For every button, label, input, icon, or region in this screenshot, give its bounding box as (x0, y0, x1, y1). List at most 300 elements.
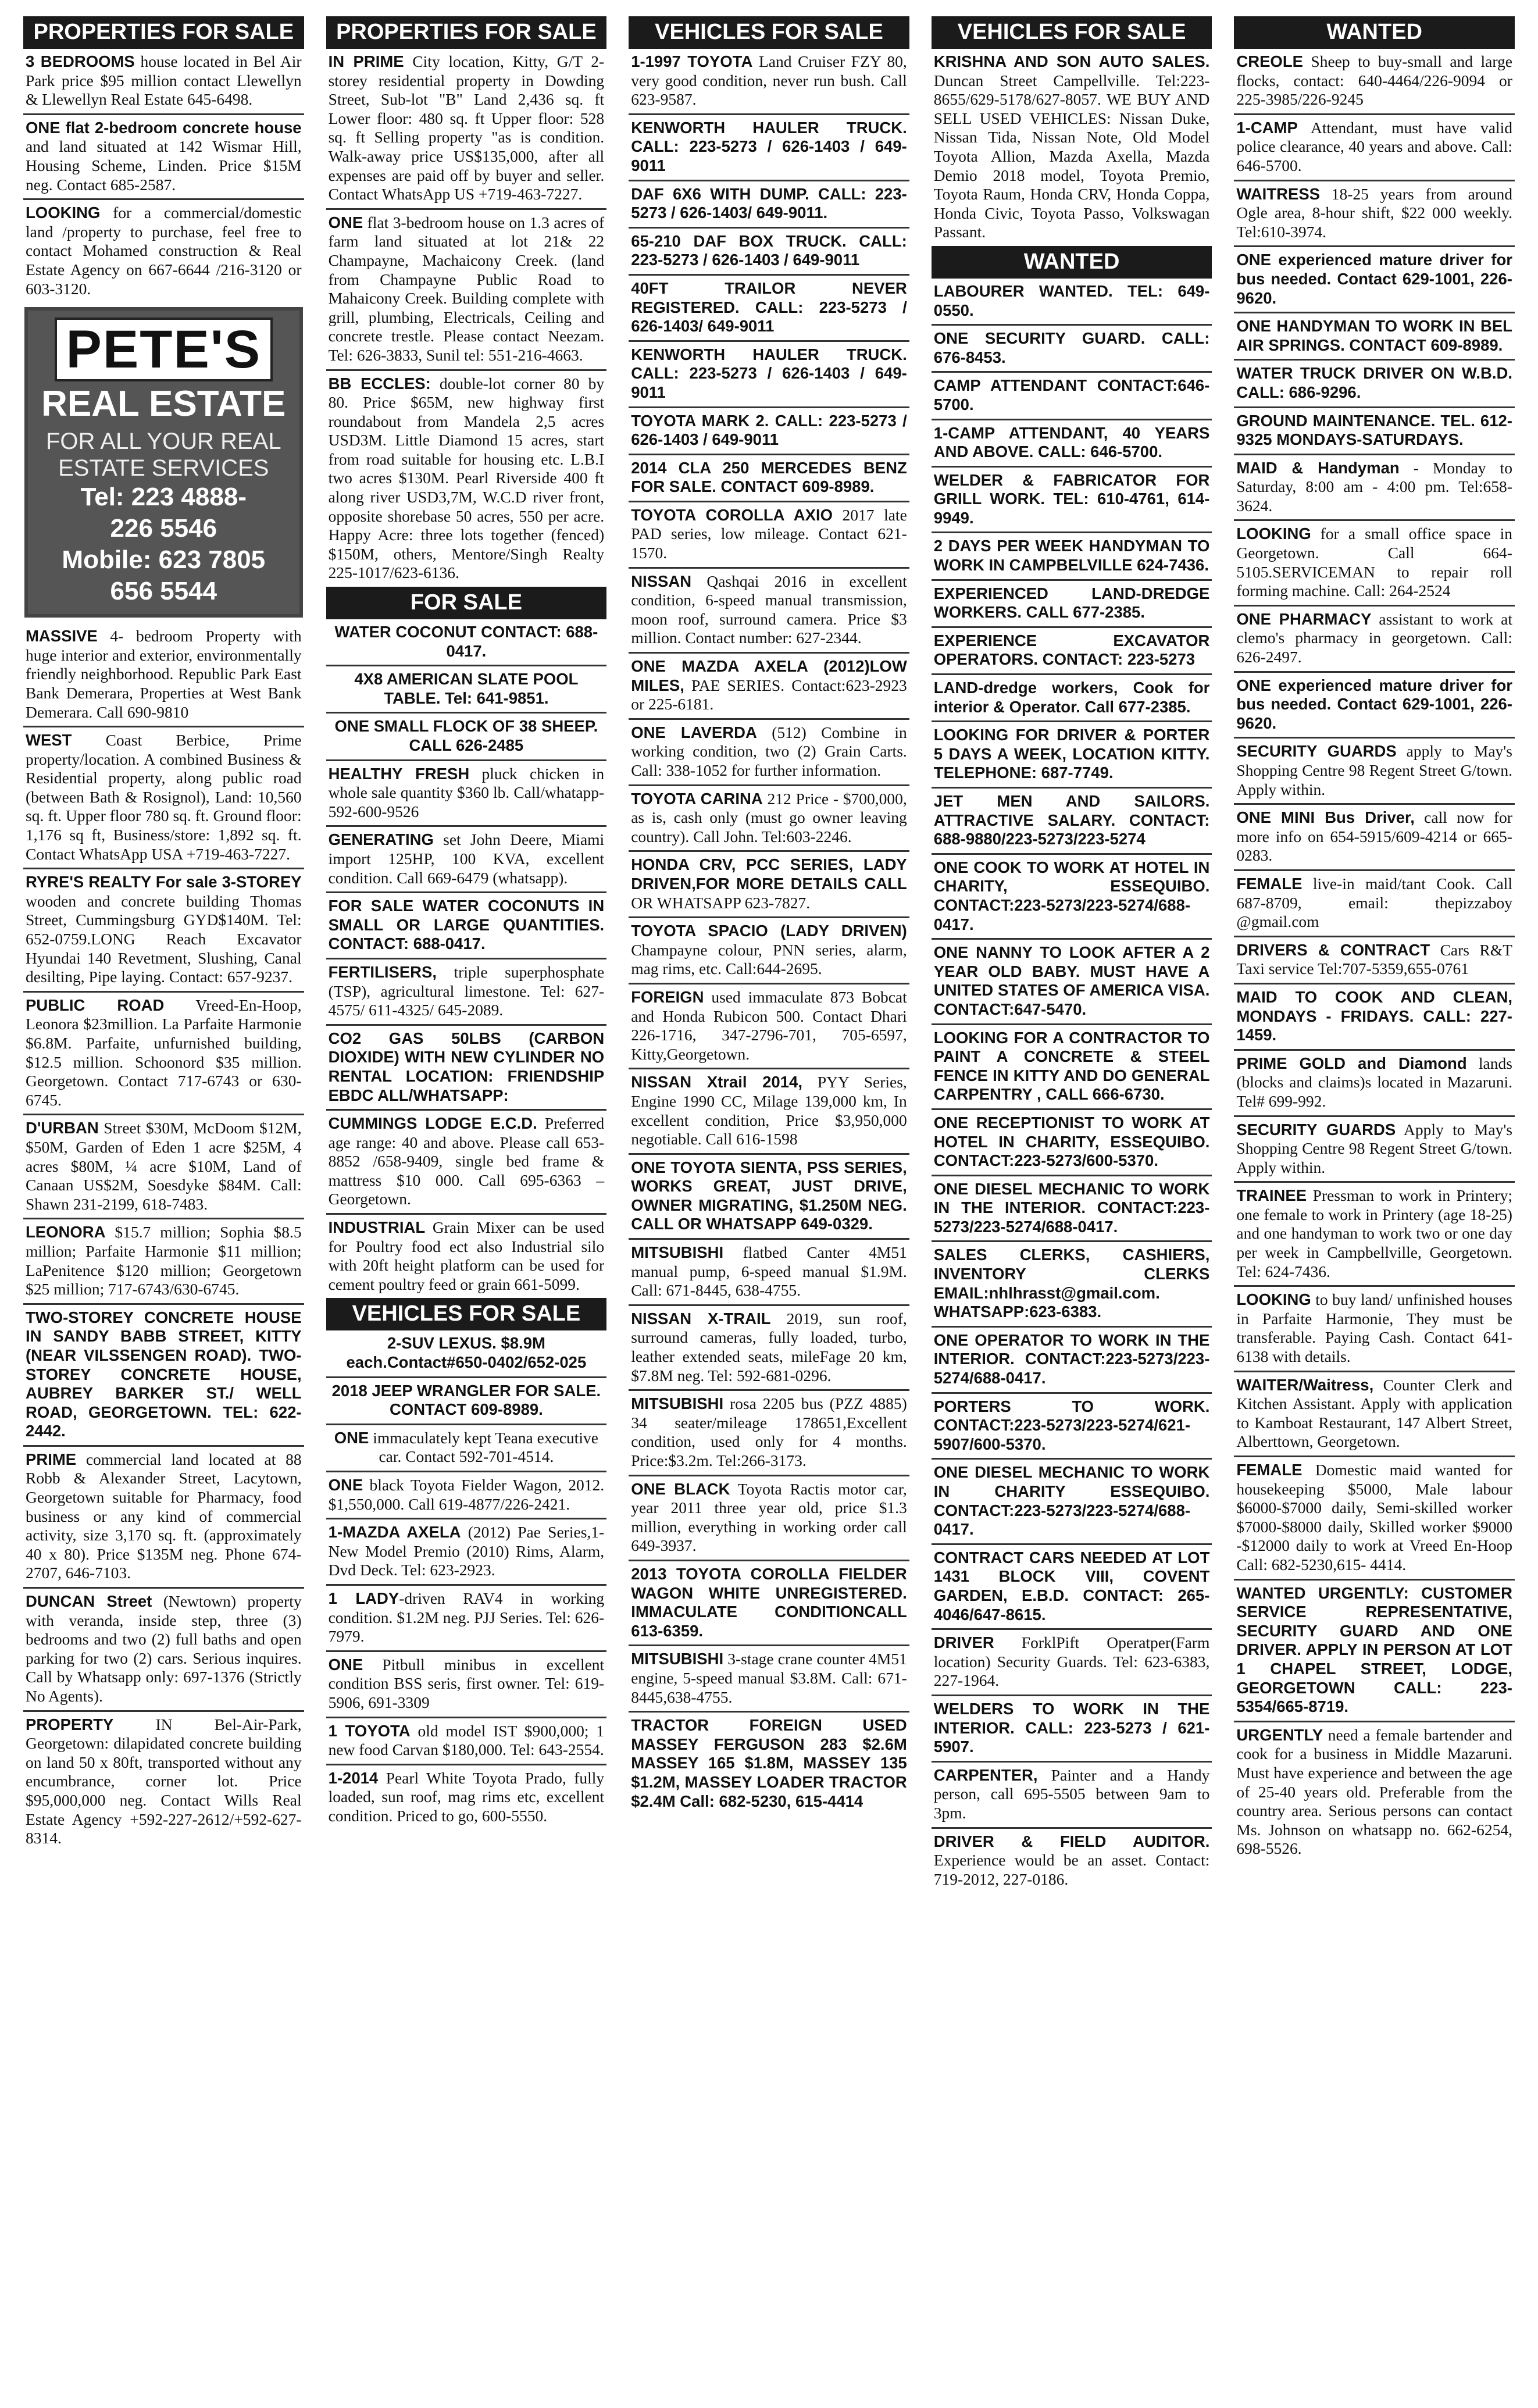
classified-ad (932, 722, 1212, 789)
ad-lead: ONE OPERATOR TO WORK IN THE INTERIOR. CONTACT:223-5273/223-5274/688-0417. (933, 1330, 1210, 1387)
ad-text: Counter Clerk and Kitchen Assistant. Apply with application to Kamboat Restaurant, 147 Albert Street, Alberttown, Georgetown. (1236, 1375, 1512, 1451)
classified-ad (932, 1328, 1212, 1394)
ad-lead: URGENTLY (1236, 1725, 1323, 1744)
ad-text: Toyota Ractis motor car, year 2011 three year old, price $1.3 million, everything in working order call 649-3937. (631, 1479, 907, 1555)
classified-ad (1234, 361, 1515, 408)
ad-lead: FEMALE (1236, 1461, 1303, 1479)
ad-lead: PORTERS TO WORK. CONTACT:223-5273/223-5274/621-5907/600-5370. (933, 1397, 1210, 1453)
ad-lead: 2014 CLA 250 MERCEDES BENZ FOR SALE. CONTACT 609-8989. (631, 458, 907, 496)
ad-lead: 65-210 DAF BOX TRUCK. CALL: 223-5273 / 626-1403 / 649-9011 (631, 231, 907, 269)
ad-lead: 2013 TOYOTA COROLLA FIELDER WAGON WHITE UNREGISTERED. IMMACULATE CONDITIONCALL 613-6359. (631, 1564, 907, 1640)
column-2 (326, 16, 607, 2389)
ad-text: wooden and concrete building Thomas Street, Cummingsburg GYD$140M. Tel: 652-0759.LONG Reach Excavator Hyundai 140 Revetment, Slushing, Canal desilting, Pipe laying. Contact: 657-9237. (26, 891, 302, 986)
ad-lead: ONE experienced mature driver for bus needed. Contact 629-1001, 226-9620. (1236, 676, 1512, 732)
classified-ad (629, 720, 909, 786)
ad-lead: SECURITY GUARDS (1236, 1120, 1396, 1139)
classified-ad (1234, 455, 1515, 522)
ad-lead: ONE (328, 213, 363, 231)
classified-ad (629, 1155, 909, 1240)
classified-ad (932, 373, 1212, 420)
classified-ad (932, 326, 1212, 373)
ad-text: Cars R&T Taxi service Tel:707-5359,655-0761 (1236, 940, 1512, 978)
classified-ad (326, 1652, 607, 1718)
ad-text: need a female bartender and cook for a business in Middle Mazaruni. Must have experience and between the age of 25-40 years old. Preferable from the country area. Serious persons can contact Ms. Johnson on whatsapp no. 662-6254, 698-5526. (1236, 1725, 1512, 1858)
ad-lead: MITSUBISHI (631, 1650, 724, 1668)
ad-lead: PUBLIC ROAD (26, 996, 165, 1014)
classified-ad (326, 1378, 607, 1425)
ad-text: 4- bedroom Property with huge interior and exterior, environmentally friendly neighborhood. Republic Park East Bank Demerara, Properties at West Bank Demerara. Call 690-9810 (26, 627, 302, 721)
classified-ad (629, 1646, 909, 1713)
ad-lead: LABOURER WANTED. TEL: 649-0550. (933, 281, 1210, 319)
classified-ad (932, 1110, 1212, 1176)
classified-ad (326, 371, 607, 587)
classified-ad (629, 342, 909, 408)
ad-text: flat 3-bedroom house on 1.3 acres of farm land situated at lot 21& 22 Champayne, Machaicony Creek. (land from Champayne Public Road to Mahaicony Creek. Building complete with grill, plumbing, Electricals, Ceiling and concrete trestle. Please contact Neezam. Tel: 626-3833, Sunil tel: 551-216-4663. (328, 213, 605, 364)
logo-subtitle: REAL ESTATE (41, 384, 286, 424)
classified-ad (932, 789, 1212, 855)
classified-ad (1234, 1117, 1515, 1183)
ad-text: Apply to May's Shopping Centre 98 Regent Street G/town. Apply within. (1236, 1120, 1512, 1176)
ad-lead: ONE flat 2-bedroom concrete house (26, 118, 302, 137)
classified-ad (1234, 313, 1515, 361)
classified-ad (932, 628, 1212, 675)
ad-list (1234, 49, 1515, 1863)
classified-ad (932, 1545, 1212, 1630)
ad-lead: KRISHNA AND SON AUTO SALES. (933, 52, 1210, 70)
classified-ad (326, 827, 607, 893)
ad-lead: LOOKING FOR DRIVER & PORTER 5 DAYS A WEEK, LOCATION KITTY. TELEPHONE: 687-7749. (933, 726, 1210, 782)
ad-text: Vreed-En-Hoop, Leonora $23million. La Parfaite Harmonie $6.8M. Parfaite, unfurnished building, $12.5 million. Schoonord $35 million. Georgetown. Contact 717-6743 or 630-6745. (26, 996, 302, 1109)
ad-lead: SALES CLERKS, CASHIERS, INVENTORY CLERKS EMAIL:nhlhrasst@gmail.com. WHATSAPP:623-6383. (933, 1246, 1210, 1321)
ad-lead: ONE BLACK (631, 1479, 730, 1498)
logo-mobile-1: Mobile: 623 7805 (62, 545, 266, 575)
ad-lead: CAMP ATTENDANT CONTACT:646-5700. (933, 376, 1210, 413)
ad-text: Sheep to buy-small and large flocks, contact: 640-4464/226-9094 or 225-3985/226-9245 (1236, 52, 1512, 109)
classified-ad (629, 786, 909, 852)
classified-ad (23, 1589, 304, 1712)
ad-text: Duncan Street Campellville. Tel:223-8655/629-5178/627-8057. WE BUY AND SELL USED VEHICLES: Nissan Duke, Nissan Tida, Nissan Note, Old Model Toyota Allion, Mazda Axella, Mazda Demio 2018 model, Toyota Premio, Toyota Raum, Honda CRV, Honda Coppa, Honda Civic, Toyota Passo, Volkswagan Passant. (933, 71, 1210, 241)
ad-text: 3-stage crane counter 4M51 engine, 5-speed manual $3.8M. Call: 671-8445,638-4755. (631, 1650, 907, 1706)
ad-text: and land situated at 142 Wismar Hill, Housing Scheme, Linden. Price $15M neg. Contact 685-2587. (26, 137, 302, 194)
classified-ad (932, 855, 1212, 940)
ad-text: Domestic maid wanted for housekeeping $5000, Male labour $6000-$7000 daily, Semi-skilled worker $7000-$8000 daily, Skilled worker $9000 -$12000 daily to work at Vreed En-Hoop Call: 682-5230,615- 4414. (1236, 1461, 1512, 1574)
ad-lead: 1-CAMP (1236, 118, 1298, 137)
ad-lead: ONE SMALL FLOCK OF 38 SHEEP. CALL 626-2485 (334, 717, 598, 754)
ad-lead: ONE (328, 1655, 363, 1674)
classified-ad (932, 420, 1212, 468)
classified-ad (932, 1630, 1212, 1696)
ad-lead: FEMALE (1236, 874, 1303, 893)
ad-lead: CREOLE (1236, 52, 1303, 70)
ad-text: double-lot corner 80 by 80. Price $65M, new highway first roundabout from Mandela 2,5 acres USD3M. Little Diamond 15 acres, start from road suitable for housing etc. L.B.I two acres $130M. Pearl Riverside 400 ft along river USD3,7M, W.C.D river front, opposite shorebase 50 acres, 550 per acre. Happy Acre: three lots together (fenced) $150M, others, Mentore/Singh Realty 225-1017/623-6136. (328, 374, 605, 582)
ad-text: (512) Combine in working condition, two (2) Grain Carts. Call: 338-1052 for further information. (631, 723, 907, 779)
section-header: WANTED (1234, 16, 1515, 49)
classified-ad (629, 502, 909, 569)
classified-ad (932, 1242, 1212, 1327)
ad-text: 2019, sun roof, surround cameras, fully loaded, turbo, leather extended seats, mileFage 20 km, $7.8M neg. Tel: 592-681-0296. (631, 1309, 907, 1385)
ad-lead: TWO-STOREY CONCRETE HOUSE IN SANDY BABB STREET, KITTY (NEAR VILSSENGEN ROAD). TWO-STOREY CONCRETE HOUSE, AUBREY BARKER ST./ WELL ROAD, GEORGETOWN. TEL: 622-2442. (26, 1308, 302, 1440)
classified-ad (1234, 521, 1515, 606)
classified-ad (23, 200, 304, 302)
classified-ad (932, 940, 1212, 1025)
ad-list (326, 49, 607, 587)
ad-text: flatbed Canter 4M51 manual pump, 6-speed manual $1.9M. Call: 671-8445, 638-4755. (631, 1243, 907, 1300)
ad-lead: ONE MAZDA AXELA (2012)LOW MILES, (631, 657, 907, 694)
ad-lead: WELDER & FABRICATOR FOR GRILL WORK. TEL: 610-4761, 614-9949. (933, 470, 1210, 527)
classified-ad (1234, 805, 1515, 871)
section-header: FOR SALE (326, 587, 607, 619)
ad-lead: MAID & Handyman (1236, 458, 1400, 477)
classified-ad (326, 1586, 607, 1652)
classified-ad (629, 569, 909, 654)
classified-ad (23, 1712, 304, 1852)
classified-ad (932, 1394, 1212, 1460)
ad-lead: NISSAN (631, 572, 692, 590)
ad-text: City location, Kitty, G/T 2-storey residential property in Dowding Street, Sub-lot "B" Land 2,436 sq. ft Lower floor: 480 sq. ft Upper floor: 528 sq. ft Selling property "as is condition. Walk-away price US$135,000, after all expenses are paid off by buyer and seller. Contact WhatsApp US +719-463-7227. (328, 52, 605, 204)
classified-ad (629, 229, 909, 276)
classified-ad (326, 1111, 607, 1215)
classified-ad (23, 1305, 304, 1447)
ad-lead: CO2 GAS 50LBS (CARBON DIOXIDE) WITH NEW CYLINDER NO RENTAL LOCATION: FRIENDSHIP EBDC ALL/WHATSAPP: (328, 1029, 605, 1104)
classified-ad (629, 408, 909, 455)
classified-ad (326, 959, 607, 1026)
classified-ad (326, 619, 607, 666)
ad-lead: 40FT TRAILOR NEVER REGISTERED. CALL: 223-5273 / 626-1403/ 649-9011 (631, 279, 907, 336)
ad-text: commercial land located at 88 Robb & Alexander Street, Lacytown, Georgetown suitable for Pharmacy, food business or any kind of commercial activity, size 3,170 sq. ft. (approximately 40 x 80). Price $135M neg. Phone 674-2707, 646-7103. (26, 1450, 302, 1582)
ad-text: live-in maid/tant Cook. Call 687-8709, email: thepizzaboy @gmail.com (1236, 874, 1512, 931)
classified-ad (629, 455, 909, 502)
ad-lead: LAND-dredge workers, Cook for interior & Operator. Call 677-2385. (933, 679, 1210, 716)
classified-ad (629, 181, 909, 229)
ad-text: black Toyota Fielder Wagon, 2012. $1,550,000. Call 619-4877/226-2421. (328, 1476, 605, 1513)
ad-list (629, 49, 909, 1815)
ad-lead: LEONORA (26, 1223, 106, 1242)
ad-text: Street $30M, McDoom $12M, $50M, Garden of Eden 1 acre $25M, 4 acres $80M, ¼ acre $10M, Land of Canaan US$2M, Soesdyke $84M. Call: Shawn 231-2199, 618-7483. (26, 1119, 302, 1213)
classified-ad (326, 210, 607, 371)
ad-lead: TOYOTA SPACIO (LADY DRIVEN) (631, 922, 907, 940)
classified-ad (1234, 607, 1515, 673)
ad-lead: TRACTOR FOREIGN USED MASSEY FERGUSON 283 $2.6M MASSEY 165 $1.8M, MASSEY 135 $1.2M, MASSEY LOADER TRACTOR $2.4M Call: 682-5230, 615-4414 (631, 1716, 907, 1810)
ad-text: pluck chicken in whole sale quantity $360 lb. Call/whatapp-592-600-9526 (328, 764, 605, 820)
ad-lead: WAITRESS (1236, 184, 1320, 203)
classified-ad (1234, 1183, 1515, 1287)
ad-lead: D'URBAN (26, 1119, 99, 1137)
ad-lead: INDUSTRIAL (328, 1218, 426, 1237)
ad-lead: HONDA CRV, PCC SERIES, LADY DRIVEN,FOR MORE DETAILS CALL (631, 855, 907, 893)
ad-text: (2012) Pae Series,1- New Model Premio (2010) Rims, Alarm, Dvd Deck. Tel: 623-2923. (328, 1523, 605, 1579)
ad-lead: 1-CAMP ATTENDANT, 40 YEARS AND ABOVE. CALL: 646-5700. (933, 423, 1210, 461)
ad-text: Qashqai 2016 in excellent condition, 6-speed manual transmission, moon roof, surround camera. Price $3 million. Contact number: 627-2344. (631, 572, 907, 647)
classified-ad (1234, 984, 1515, 1051)
classified-ad (932, 1829, 1212, 1893)
classified-ad (629, 654, 909, 720)
ad-list (23, 49, 304, 302)
ad-text: OR WHATSAPP 623-7827. (631, 893, 811, 912)
classified-ad (326, 893, 607, 959)
ad-lead: 2 DAYS PER WEEK HANDYMAN TO WORK IN CAMPBELVILLE 624-7436. (933, 537, 1210, 575)
ad-lead: ONE (328, 1476, 363, 1494)
ad-list (326, 1330, 607, 1829)
classified-ad (326, 761, 607, 827)
ad-lead: CONTRACT CARS NEEDED AT LOT 1431 BLOCK VIII, COVENT GARDEN, E.B.D. CONTACT: 265-4046/647-8615. (933, 1548, 1210, 1624)
classified-ad (629, 984, 909, 1069)
ad-text: call now for more info on 654-5915/609-4214 or 665-0283. (1236, 808, 1512, 865)
ad-text: Attendant, must have valid police clearance, 40 years and above. Call: 646-5700. (1236, 118, 1512, 174)
ad-lead: LOOKING (1236, 1290, 1311, 1309)
logo-brand: PETE'S (55, 318, 273, 381)
ad-text: Land Cruiser FZY 80, very good condition, never run bush. Call 623-9587. (631, 52, 907, 109)
classified-ad (326, 1472, 607, 1519)
ad-lead: ONE DIESEL MECHANIC TO WORK IN THE INTERIOR. CONTACT:223-5273/223-5274/688-0417. (933, 1179, 1210, 1236)
ad-lead: ONE NANNY TO LOOK AFTER A 2 YEAR OLD BABY. MUST HAVE A UNITED STATES OF AMERICA VISA. CONTACT:647-5470. (933, 943, 1210, 1018)
ad-lead: 1-2014 (328, 1768, 379, 1787)
classified-ad (932, 581, 1212, 628)
ad-text: PAE SERIES. Contact:623-2923 or 225-6181. (631, 676, 907, 714)
ad-lead: 1 TOYOTA (328, 1721, 411, 1740)
ad-lead: TRAINEE (1236, 1186, 1307, 1205)
ad-lead: LOOKING (26, 204, 101, 222)
classified-ad (629, 1069, 909, 1154)
ad-lead: CUMMINGS LODGE E.C.D. (328, 1114, 537, 1133)
ad-text: rosa 2205 bus (PZZ 4885) 34 seater/mileage 178651,Excellent condition, used only for 4 months. Price:$3.2m. Tel:266-3173. (631, 1394, 907, 1469)
classified-ad (932, 279, 1212, 326)
classified-ad (326, 1765, 607, 1830)
ad-text: Preferred age range: 40 and above. Please call 653-8852 /658-9409, single bed frame & mattress $10 000. Call 695-6363 – Georgetown. (328, 1114, 605, 1208)
ad-text: Pearl White Toyota Prado, fully loaded, sun roof, mag rims etc, excellent condition. Priced to go, 600-5550. (328, 1768, 605, 1825)
ad-list (326, 619, 607, 1298)
classified-ad (1234, 49, 1515, 115)
classified-ad (23, 49, 304, 115)
ad-text: Pitbull minibus in excellent condition BSS seris, first owner. Tel: 619-5906, 691-3309 (328, 1655, 605, 1711)
classified-ad (1234, 1581, 1515, 1722)
classified-ad (629, 1240, 909, 1306)
classified-ad (23, 623, 304, 727)
ad-lead: WELDERS TO WORK IN THE INTERIOR. CALL: 223-5273 / 621-5907. (933, 1699, 1210, 1756)
ad-lead: 1-1997 TOYOTA (631, 52, 753, 70)
classified-ad (1234, 1722, 1515, 1863)
classified-ad (326, 1425, 607, 1472)
ad-text: Painter and a Handy person, call 695-5505 between 9am to 3pm. (933, 1765, 1210, 1822)
ad-lead: NISSAN X-TRAIL (631, 1309, 771, 1328)
ad-text: old model IST $900,000; 1 new food Carvan $180,000. Tel: 643-2554. (328, 1721, 605, 1759)
ad-list (932, 279, 1212, 1893)
ad-lead: MITSUBISHI (631, 1243, 724, 1262)
ad-lead: FERTILISERS, (328, 962, 437, 981)
classified-ad (326, 714, 607, 761)
classified-ad (1234, 1287, 1515, 1372)
classified-ad (23, 869, 304, 993)
ad-lead: WANTED URGENTLY: CUSTOMER SERVICE REPRESENTATIVE, SECURITY GUARD AND ONE DRIVER. APPLY IN PERSON AT LOT 1 CHAPEL STREET, LODGE, GEORGETOWN CALL: 223-5354/665-8719. (1236, 1583, 1512, 1716)
ad-lead: WATER TRUCK DRIVER ON W.B.D. CALL: 686-9296. (1236, 364, 1512, 401)
classified-ad (326, 1519, 607, 1586)
classified-ad (326, 666, 607, 714)
ad-list (23, 623, 304, 1852)
ad-lead: FOR SALE WATER COCONUTS IN SMALL OR LARGE QUANTITIES. CONTACT: 688-0417. (328, 897, 605, 953)
classified-ad (1234, 937, 1515, 984)
ad-lead: MAID TO COOK AND CLEAN, MONDAYS - FRIDAYS. CALL: 227-1459. (1236, 987, 1512, 1044)
section-header: VEHICLES FOR SALE (326, 1298, 607, 1330)
ad-text: 212 Price - $700,000, as is, cash only (must go owner leaving country). Call John. Tel:603-2246. (631, 789, 907, 846)
ad-lead: TOYOTA MARK 2. CALL: 223-5273 / 626-1403 / 649-9011 (631, 411, 907, 449)
ad-lead: PROPERTY (26, 1715, 114, 1733)
classified-ad (1234, 181, 1515, 248)
ad-lead: JET MEN AND SAILORS. ATTRACTIVE SALARY. CONTACT: 688-9880/223-5273/223-5274 (933, 792, 1210, 848)
section-header: WANTED (932, 246, 1212, 279)
ad-lead: ONE DIESEL MECHANIC TO WORK IN CHARITY ESSEQUIBO. CONTACT:223-5273/223-5274/688-0417. (933, 1463, 1210, 1539)
ad-lead: ONE LAVERDA (631, 723, 757, 741)
classified-ad (629, 1306, 909, 1391)
classified-ad (1234, 247, 1515, 313)
classified-ad (629, 1476, 909, 1561)
ad-text: apply to May's Shopping Centre 98 Regent Street G/town. Apply within. (1236, 742, 1512, 798)
ad-text: -driven RAV4 in working condition. $1.2M neg. PJJ Series. Tel: 626-7979. (328, 1589, 605, 1646)
ad-lead: GROUND MAINTENANCE. TEL. 612-9325 MONDAYS-SATURDAYS. (1236, 411, 1512, 449)
ad-lead: GENERATING (328, 830, 434, 849)
classified-ad (629, 852, 909, 918)
classified-ad (23, 1115, 304, 1219)
ad-lead: IN PRIME (328, 52, 404, 70)
ad-lead: DRIVERS & CONTRACT (1236, 940, 1430, 959)
ad-lead: TOYOTA COROLLA AXIO (631, 505, 833, 524)
classified-ad (932, 49, 1212, 246)
ad-text: used immaculate 873 Bobcat and Honda Rubicon 500. Contact Dhari 226-1716, 347-2796-701, 705-6597, Kitty,Georgetown. (631, 987, 907, 1063)
classified-ad (932, 1176, 1212, 1243)
classified-ad (1234, 408, 1515, 455)
classified-ad (23, 727, 304, 869)
classified-ad (1234, 739, 1515, 805)
ad-lead: CARPENTER, (933, 1765, 1038, 1784)
column-1 (23, 16, 304, 2389)
ad-lead: SECURITY GUARDS (1236, 742, 1397, 761)
classified-ad (629, 49, 909, 115)
logo-mobile-2: 656 5544 (110, 577, 217, 606)
ad-lead: WAITER/Waitress, (1236, 1375, 1374, 1394)
ad-lead: LOOKING (1236, 525, 1311, 543)
ad-lead: TOYOTA CARINA (631, 789, 763, 808)
ad-lead: 4X8 AMERICAN SLATE POOL TABLE. Tel: 641-9851. (354, 670, 579, 707)
ad-lead: DRIVER (933, 1633, 994, 1652)
column-5 (1234, 16, 1515, 2389)
ad-text: 18-25 years from around Ogle area, 8-hour shift, $22 000 weekly. Tel:610-3974. (1236, 184, 1512, 241)
section-header: PROPERTIES FOR SALE (23, 16, 304, 49)
ad-text: Champayne colour, PNN series, alarm, mag rims, etc. Call:644-2695. (631, 940, 907, 978)
classified-ad (932, 533, 1212, 580)
ad-lead: LOOKING FOR A CONTRACTOR TO PAINT A CONCRETE & STEEL FENCE IN KITTY AND DO GENERAL CARPENTRY , CALL 666-6730. (933, 1028, 1210, 1104)
ad-text: lands (blocks and claims)s located in Mazaruni. Tel# 699-992. (1236, 1054, 1512, 1110)
ad-text: for a small office space in Georgetown. Call 664-5105.SERVICEMAN to repair roll forming machine. Call: 264-2524 (1236, 525, 1512, 600)
ad-lead: 2-SUV LEXUS. $8.9M each.Contact#650-0402/652-025 (346, 1334, 587, 1372)
classified-ad (629, 1713, 909, 1815)
column-4 (932, 16, 1212, 2389)
classified-ad (23, 1447, 304, 1589)
ad-text: ForklPift Operatper(Farm location) Security Guards. Tel: 623-6383, 227-1964. (933, 1633, 1210, 1690)
ad-lead: DUNCAN Street (26, 1592, 152, 1611)
classified-ad (629, 1391, 909, 1476)
ad-text: 2017 late PAD series, low mileage. Contact 621-1570. (631, 505, 907, 562)
ad-text: IN Bel-Air-Park, Georgetown: dilapidated concrete building on land 50 x 80ft, transported without any encumbrance, corner lot. Price $95,000,000 neg. Contact Wills Real Estate Agency +592-227-2612/+592-627-8314. (26, 1715, 302, 1847)
classified-ad (23, 1219, 304, 1304)
ad-lead: ONE PHARMACY (1236, 609, 1372, 628)
classified-ad (932, 468, 1212, 534)
ad-lead: RYRE'S REALTY For sale 3-STOREY (26, 873, 302, 891)
classified-ad (1234, 871, 1515, 937)
classified-ad (932, 675, 1212, 722)
ad-text: PYY Series, Engine 1990 CC, Milage 139,000 km, In excellent condition, Price $3,950,000 negotiable. Call 616-1598 (631, 1073, 907, 1148)
ad-lead: MASSIVE (26, 627, 98, 645)
ad-lead: WEST (26, 731, 72, 750)
classified-ad (326, 1718, 607, 1765)
classified-ad (326, 1215, 607, 1298)
ad-text: - Monday to Saturday, 8:00 am - 4:00 pm. Tel:658-3624. (1236, 458, 1512, 515)
ad-lead: PRIME GOLD and Diamond (1236, 1054, 1467, 1072)
classified-ad (932, 1460, 1212, 1544)
section-header: VEHICLES FOR SALE (629, 16, 909, 49)
section-header: PROPERTIES FOR SALE (326, 16, 607, 49)
section-header: VEHICLES FOR SALE (932, 16, 1212, 49)
classified-ad (932, 1763, 1212, 1829)
ad-lead: BB ECCLES: (328, 374, 431, 393)
ad-lead: EXPERIENCED LAND-DREDGE WORKERS. CALL 677-2385. (933, 584, 1210, 622)
ad-lead: 1-MAZDA AXELA (328, 1523, 461, 1542)
ad-lead: FOREIGN (631, 987, 704, 1006)
ad-text: Grain Mixer can be used for Poultry food ect also Industrial silo with 20ft height platform can be used for cement poultry feed or grain 661-5099. (328, 1218, 605, 1293)
ad-lead: PRIME (26, 1450, 77, 1468)
ad-lead: ONE HANDYMAN TO WORK IN BEL AIR SPRINGS. CONTACT 609-8989. (1236, 317, 1512, 354)
ad-lead: HEALTHY FRESH (328, 764, 470, 783)
petes-real-estate-logo (24, 307, 303, 618)
ad-lead: ONE RECEPTIONIST TO WORK AT HOTEL IN CHARITY, ESSEQUIBO. CONTACT:223-5273/600-5370. (933, 1113, 1210, 1170)
logo-phone-1: Tel: 223 4888- (80, 483, 247, 512)
column-3 (629, 16, 909, 2389)
ad-list (932, 49, 1212, 246)
ad-lead: KENWORTH HAULER TRUCK. CALL: 223-5273 / 626-1403 / 649-9011 (631, 118, 907, 174)
classified-ad (326, 1026, 607, 1111)
ad-lead: NISSAN Xtrail 2014, (631, 1073, 802, 1091)
classified-ad (1234, 1372, 1515, 1457)
classified-ad (629, 115, 909, 181)
ad-lead: DAF 6X6 WITH DUMP. CALL: 223-5273 / 626-1403/ 649-9011. (631, 184, 907, 222)
ad-lead: WATER COCONUT CONTACT: 688-0417. (334, 623, 598, 660)
ad-text: set John Deere, Miami import 125HP, 100 KVA, excellent condition. Call 669-6479 (whatsapp). (328, 830, 605, 887)
ad-lead: 1 LADY (328, 1589, 399, 1607)
classified-ad (1234, 1457, 1515, 1581)
ad-lead: KENWORTH HAULER TRUCK. CALL: 223-5273 / 626-1403 / 649-9011 (631, 345, 907, 401)
classified-ad (1234, 1051, 1515, 1117)
classified-ad (1234, 673, 1515, 739)
ad-lead: ONE MINI Bus Driver, (1236, 808, 1415, 827)
classified-ad (932, 1025, 1212, 1110)
classified-ad (629, 1561, 909, 1646)
ad-lead: ONE TOYOTA SIENTA, PSS SERIES, WORKS GREAT, JUST DRIVE, OWNER MIGRATING, $1.250M NEG. CALL OR WHATSAPP 649-0329. (631, 1158, 907, 1233)
classified-ad (326, 49, 607, 210)
classified-ad (629, 276, 909, 342)
ad-text: to buy land/ unfinished houses in Parfaite Harmonie, They must be transferable. Paying Cash. Contact 641-6138 with details. (1236, 1290, 1512, 1366)
ad-lead: 3 BEDROOMS (26, 52, 135, 70)
ad-text: triple superphosphate (TSP), agricultural limestone. Tel: 627-4575/ 611-4325/ 645-2089. (328, 962, 605, 1019)
ad-lead: ONE experienced mature driver for bus needed. Contact 629-1001, 226-9620. (1236, 251, 1512, 307)
ad-lead: ONE SECURITY GUARD. CALL: 676-8453. (933, 329, 1210, 366)
logo-tagline: FOR ALL YOUR REAL ESTATE SERVICES (46, 429, 281, 481)
ad-text: Coast Berbice, Prime property/location. A combined Business & Residential property, along public road (between Bath & Rosignol), Land: 10,560 sq. ft. Upper floor 780 sq. ft. Ground floor: 1,176 sq ft, Business/store: 1,892 sq. ft. Contact WhatsApp USA +719-463-7227. (26, 731, 302, 863)
ad-lead: ONE COOK TO WORK AT HOTEL IN CHARITY, ESSEQUIBO. CONTACT:223-5273/223-5274/688-0417. (933, 858, 1210, 933)
ad-lead: DRIVER & FIELD AUDITOR. (933, 1832, 1210, 1850)
ad-text: Pressman to work in Printery; one female to work in Printery (age 18-25) and one handyman to work two or one day per week in Campbellville, Georgetown. Tel: 624-7436. (1236, 1186, 1512, 1280)
classified-ad (326, 1330, 607, 1378)
ad-text: immaculately kept Teana executive car. Contact 592-701-4514. (369, 1428, 598, 1466)
ad-text: $15.7 million; Sophia $8.5 million; Parfaite Harmonie $11 million; LaPenitence $120 million; Georgetown $25 million; 717-6743/630-6745. (26, 1223, 302, 1298)
ad-lead: ONE (334, 1428, 369, 1447)
ad-text: Experience would be an asset. Contact: 719-2012, 227-0186. (933, 1851, 1210, 1888)
